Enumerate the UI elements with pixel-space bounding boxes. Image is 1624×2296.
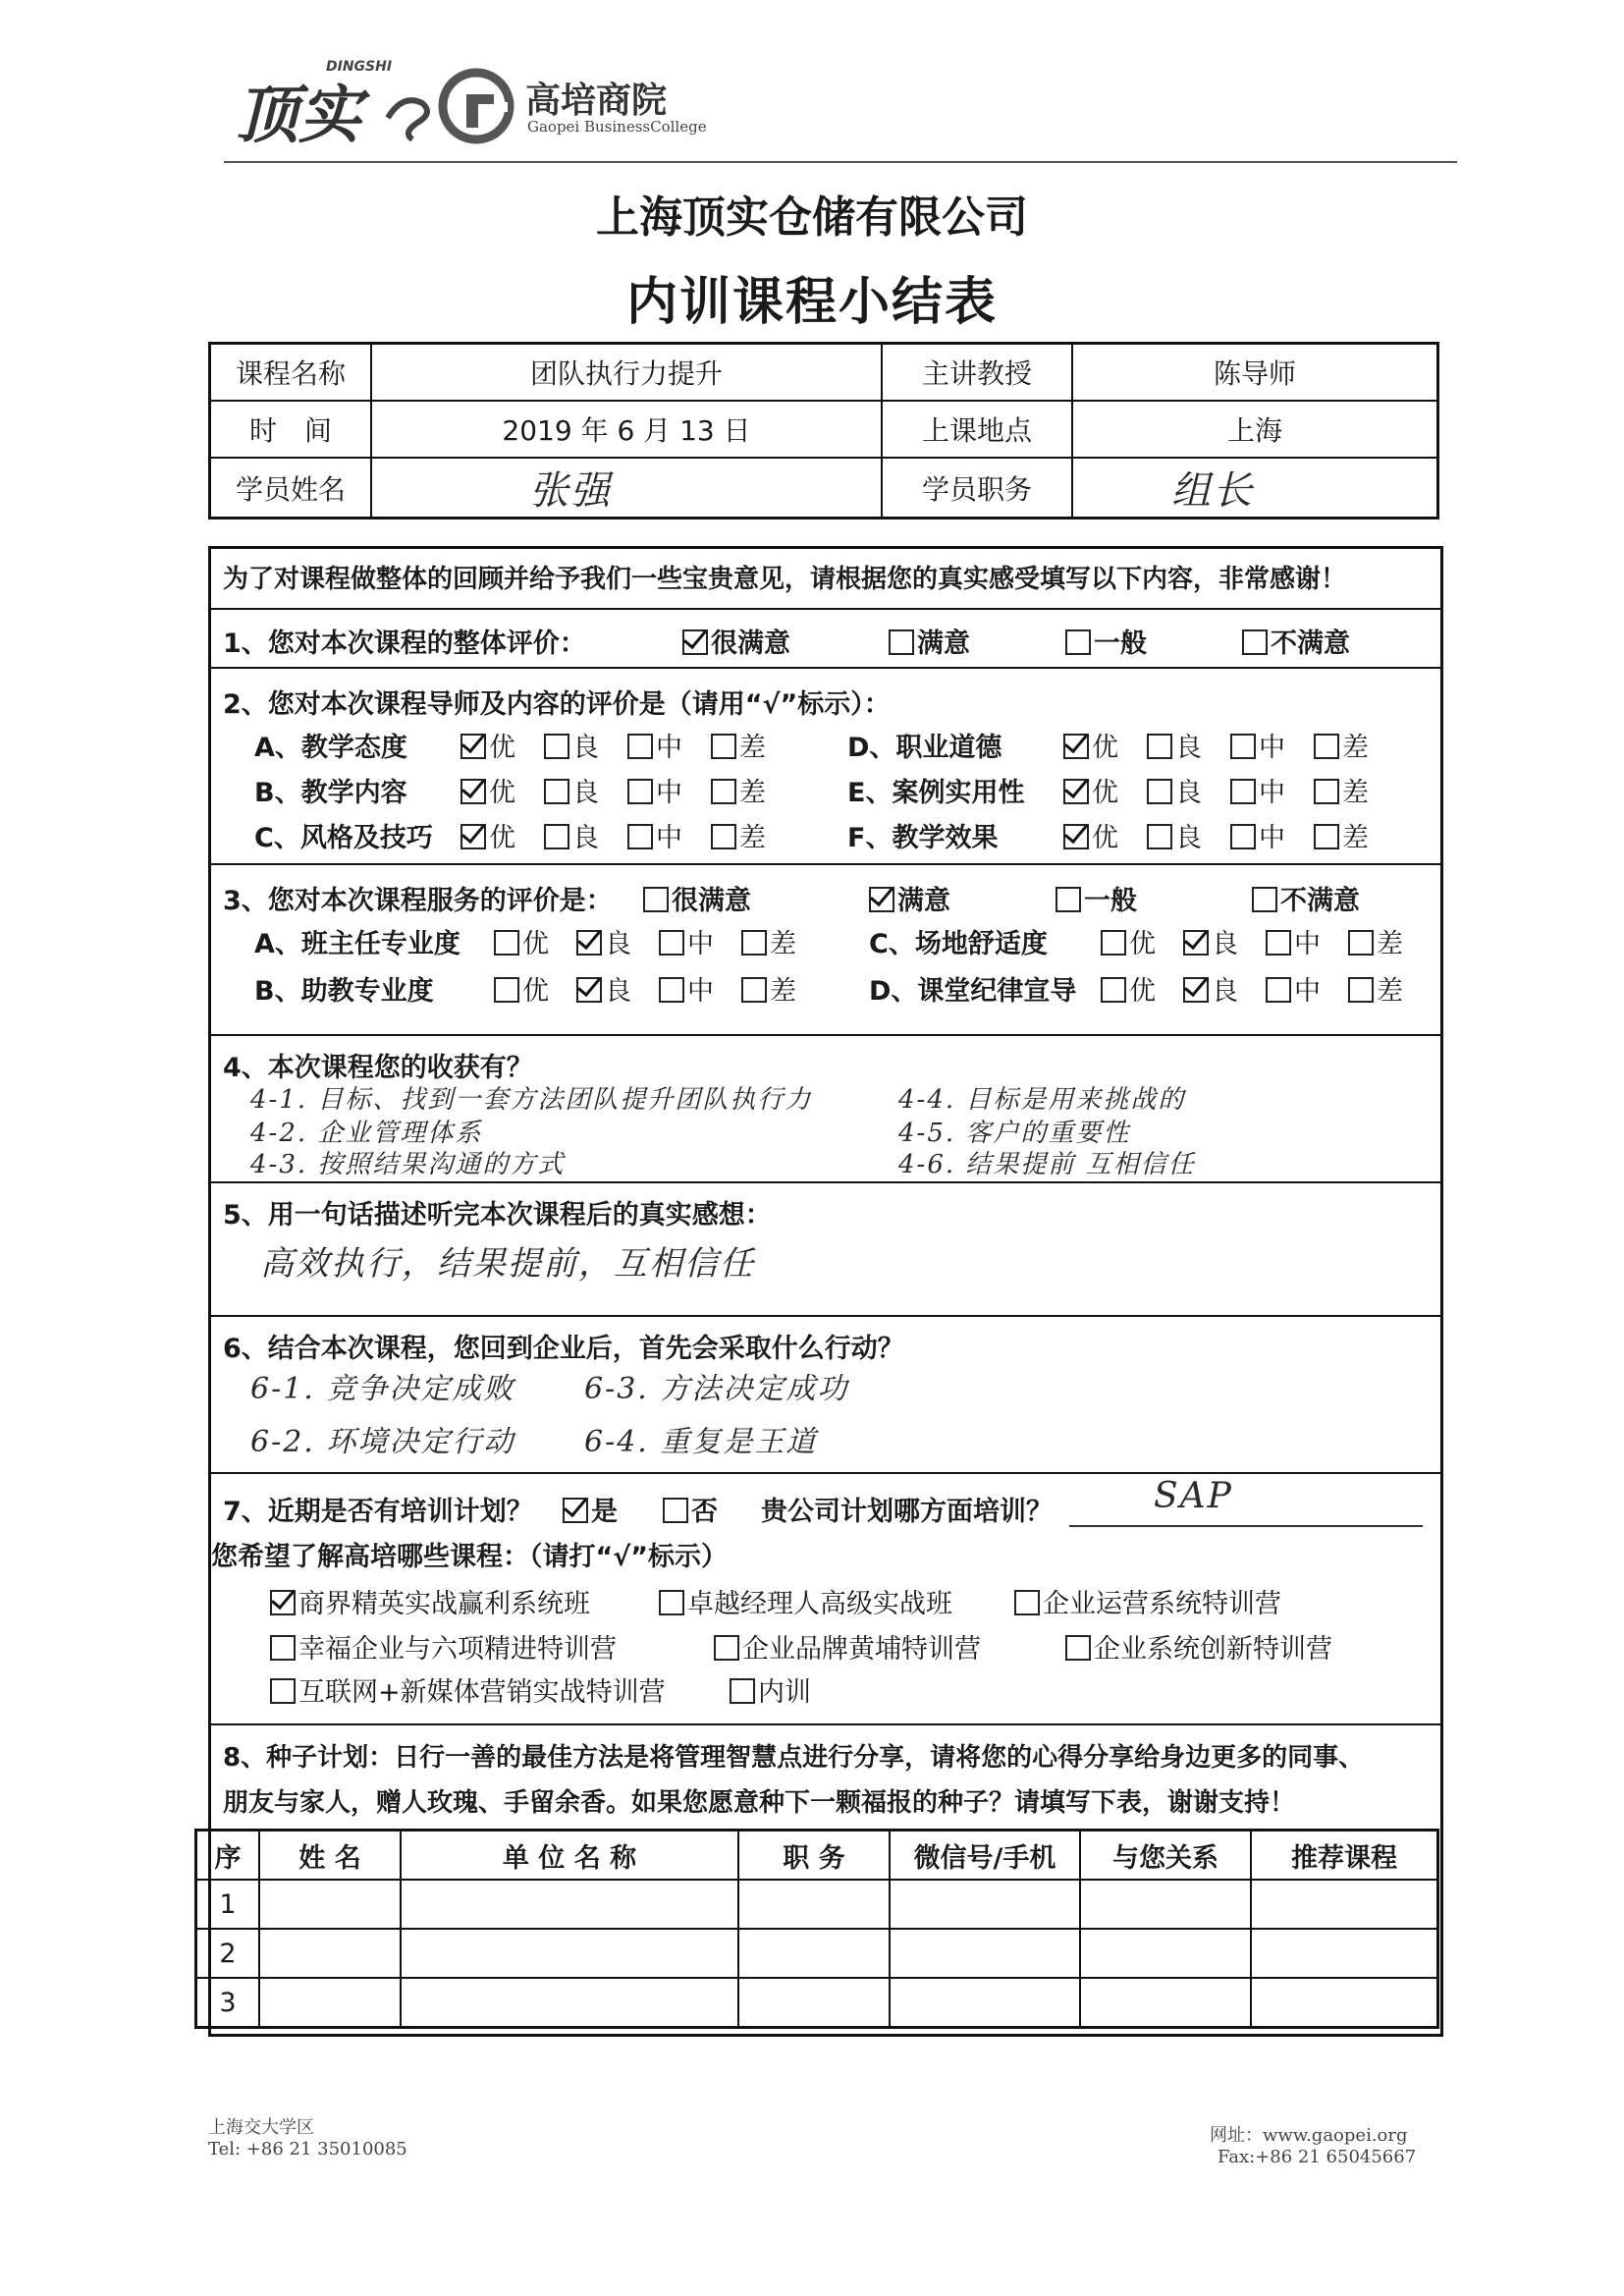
q3-title: 3、您对本次课程服务的评价是： (223, 886, 613, 916)
q4-answer-6: 4-6. 结果提前 互相信任 (898, 1150, 1196, 1179)
position-label: 学员职务 (882, 458, 1072, 519)
q2-item-label: A、教学态度 (254, 733, 407, 763)
q2-item-label: E、案例实用性 (847, 778, 1025, 808)
ref-cell[interactable] (401, 1978, 738, 2028)
footer-fax: Fax:+86 21 65045667 (1218, 2147, 1417, 2167)
ref-cell[interactable] (890, 1929, 1080, 1978)
company-name: 上海顶实仓储有限公司 (596, 192, 1028, 243)
q7-plan-answer[interactable]: SAP (1154, 1476, 1233, 1516)
ref-cell[interactable] (259, 1929, 401, 1978)
place-value: 上海 (1072, 401, 1438, 458)
q2-grade-option[interactable]: 良 (1147, 726, 1202, 764)
q1-option-unsatisfied[interactable]: 不满意 (1242, 622, 1350, 660)
q3-option-very-satisfied[interactable]: 很满意 (643, 879, 751, 917)
ref-col-company: 单 位 名 称 (401, 1831, 738, 1881)
q2-grade-option[interactable]: 中 (1230, 816, 1285, 854)
q2-grade-option[interactable]: 良 (1147, 816, 1202, 854)
q2-grade-option[interactable]: 良 (544, 726, 599, 764)
course-option-2[interactable]: 卓越经理人高级实战班 (659, 1582, 952, 1620)
q4-answer-4: 4-4. 目标是用来挑战的 (898, 1085, 1186, 1115)
q7-plan-line (1069, 1525, 1423, 1527)
ref-col-relation: 与您关系 (1080, 1831, 1251, 1881)
q2-item-label: F、教学效果 (847, 823, 999, 853)
course-option-3[interactable]: 企业运营系统特训营 (1014, 1582, 1281, 1620)
q4-answer-3: 4-3. 按照结果沟通的方式 (250, 1150, 566, 1179)
q7-yes-option[interactable]: 是 (563, 1490, 618, 1528)
ref-col-wechat: 微信号/手机 (890, 1831, 1080, 1881)
q2-grade-option[interactable]: 优 (460, 726, 515, 764)
q4-answer-2: 4-2. 企业管理体系 (250, 1119, 483, 1148)
q2-grade-option[interactable]: 中 (1230, 771, 1285, 809)
ref-cell[interactable] (401, 1880, 738, 1929)
q3-grade-option[interactable]: 优 (494, 922, 549, 960)
gaopei-logo (437, 67, 731, 145)
teacher-label: 主讲教授 (882, 344, 1072, 402)
q3-item-label: D、课堂纪律宣导 (869, 976, 1077, 1007)
table-row (196, 1880, 1438, 1929)
footer-address: 上海交大学区 (208, 2117, 314, 2138)
q4-answer-1: 4-1. 目标、找到一套方法团队提升团队执行力 (250, 1085, 813, 1115)
course-option-6[interactable]: 企业系统创新特训营 (1065, 1627, 1332, 1666)
student-label: 学员姓名 (210, 458, 372, 519)
q6-answer-4: 6-4. 重复是王道 (584, 1425, 818, 1459)
q1-option-very-satisfied[interactable]: 很满意 (682, 622, 790, 660)
footer-tel: Tel: +86 21 35010085 (208, 2139, 407, 2159)
dingshi-logo (236, 59, 432, 152)
q5-answer: 高效执行，结果提前，互相信任 (260, 1244, 755, 1284)
ref-cell[interactable] (259, 1880, 401, 1929)
q2-grade-option[interactable]: 差 (1314, 771, 1369, 809)
q3-item-label: A、班主任专业度 (254, 929, 460, 959)
course-option-7[interactable]: 互联网+新媒体营销实战特训营 (270, 1670, 666, 1709)
ref-cell[interactable] (738, 1880, 890, 1929)
footer-site[interactable]: 网址：www.gaopei.org (1210, 2125, 1408, 2146)
ref-col-name: 姓 名 (259, 1831, 401, 1881)
course-option-5[interactable]: 企业品牌黄埔特训营 (714, 1627, 981, 1666)
q1-option-average[interactable]: 一般 (1065, 622, 1147, 660)
q7-no-option[interactable]: 否 (663, 1490, 718, 1528)
q2-grade-option[interactable]: 优 (460, 816, 515, 854)
q3-grade-option[interactable]: 良 (576, 922, 631, 960)
intro-text: 为了对课程做整体的回顾并给予我们一些宝贵意见，请根据您的真实感受填写以下内容，非常感谢！ (223, 565, 1347, 594)
table-row (196, 1978, 1438, 2028)
ref-row-no: 3 (196, 1978, 260, 2028)
ref-cell[interactable] (1251, 1880, 1438, 1929)
q2-grade-option[interactable]: 优 (460, 771, 515, 809)
q2-grade-option[interactable]: 优 (1063, 816, 1118, 854)
course-info-table (208, 342, 1439, 519)
q2-grade-option[interactable]: 良 (544, 816, 599, 854)
q2-grade-option[interactable]: 良 (1147, 771, 1202, 809)
q7-title: 7、近期是否有培训计划？ (223, 1497, 533, 1527)
time-label: 时 间 (210, 401, 372, 458)
course-option-1[interactable]: 商界精英实战赢利系统班 (270, 1582, 590, 1620)
q2-grade-option[interactable]: 中 (1230, 726, 1285, 764)
q3-item-label: B、助教专业度 (254, 976, 434, 1007)
course-option-4[interactable]: 幸福企业与六项精进特训营 (270, 1627, 617, 1666)
gaopei-g-icon (437, 67, 515, 145)
q3-grade-option[interactable]: 优 (494, 969, 549, 1008)
q7-plan-label: 贵公司计划哪方面培训？ (761, 1497, 1053, 1527)
q2-grade-option[interactable]: 优 (1063, 771, 1118, 809)
q3-grade-option[interactable]: 差 (1348, 922, 1403, 960)
dingshi-logo-sub: DINGSHI (326, 59, 393, 75)
q2-grade-option[interactable]: 差 (1314, 726, 1369, 764)
dingshi-swirl-icon (383, 88, 437, 142)
q3-grade-option[interactable]: 良 (576, 969, 631, 1008)
q3-grade-option[interactable]: 中 (659, 922, 714, 960)
ref-row-no: 2 (196, 1929, 260, 1978)
course-value: 团队执行力提升 (371, 344, 882, 402)
q2-grade-option[interactable]: 差 (711, 816, 766, 854)
q3-grade-option[interactable]: 优 (1101, 922, 1156, 960)
q2-grade-option[interactable]: 差 (711, 726, 766, 764)
dingshi-logo-text: 顶实 (236, 79, 361, 152)
q2-grade-option[interactable]: 优 (1063, 726, 1118, 764)
student-value: 张强 (371, 458, 882, 519)
q2-item-label: D、职业道德 (847, 733, 1002, 763)
q2-grade-option[interactable]: 中 (627, 816, 682, 854)
q5-title: 5、用一句话描述听完本次课程后的真实感想： (223, 1200, 772, 1230)
ref-cell[interactable] (738, 1978, 890, 2028)
header-divider (224, 161, 1457, 163)
q2-grade-option[interactable]: 差 (711, 771, 766, 809)
q6-title: 6、结合本次课程，您回到企业后，首先会采取什么行动？ (223, 1334, 904, 1364)
college-en: Gaopei BusinessCollege (527, 118, 707, 136)
q8-text-2: 朋友与家人，赠人玫瑰、手留余香。如果您愿意种下一颗福报的种子？请填写下表，谢谢支持！ (223, 1788, 1296, 1818)
ref-cell[interactable] (1080, 1880, 1251, 1929)
q2-grade-option[interactable]: 良 (544, 771, 599, 809)
course-label: 课程名称 (210, 344, 372, 402)
q6-answer-1: 6-1. 竞争决定成败 (250, 1372, 515, 1406)
q3-grade-option[interactable]: 中 (1266, 969, 1321, 1008)
position-value: 组长 (1072, 458, 1438, 519)
ref-col-course: 推荐课程 (1251, 1831, 1438, 1881)
ref-col-position: 职 务 (738, 1831, 890, 1881)
q3-option-average[interactable]: 一般 (1056, 879, 1137, 917)
q3-grade-option[interactable]: 良 (1183, 969, 1238, 1008)
table-row (196, 1929, 1438, 1978)
place-label: 上课地点 (882, 401, 1072, 458)
q3-grade-option[interactable]: 差 (1348, 969, 1403, 1008)
course-option-8[interactable]: 内训 (730, 1670, 811, 1709)
q6-answer-3: 6-3. 方法决定成功 (584, 1372, 849, 1406)
ref-cell[interactable] (1251, 1978, 1438, 2028)
q1-option-satisfied[interactable]: 满意 (889, 622, 970, 660)
ref-cell[interactable] (1080, 1978, 1251, 2028)
q3-option-unsatisfied[interactable]: 不满意 (1252, 879, 1360, 917)
q3-grade-option[interactable]: 差 (741, 922, 796, 960)
time-value: 2019 年 6 月 13 日 (371, 401, 882, 458)
ref-row-no: 1 (196, 1880, 260, 1929)
ref-cell[interactable] (1080, 1929, 1251, 1978)
ref-cell[interactable] (259, 1978, 401, 2028)
q3-item-label: C、场地舒适度 (869, 929, 1048, 959)
q3-option-satisfied[interactable]: 满意 (869, 879, 950, 917)
ref-cell[interactable] (1251, 1929, 1438, 1978)
q3-grade-option[interactable]: 中 (1266, 922, 1321, 960)
q1-title: 1、您对本次课程的整体评价： (223, 629, 586, 659)
ref-cell[interactable] (401, 1929, 738, 1978)
q2-title: 2、您对本次课程导师及内容的评价是（请用“√”标示）： (223, 689, 891, 720)
q2-grade-option[interactable]: 差 (1314, 816, 1369, 854)
ref-col-no: 序 (196, 1831, 260, 1881)
ref-cell[interactable] (738, 1929, 890, 1978)
q2-item-label: B、教学内容 (254, 778, 407, 808)
q8-text-1: 8、种子计划：日行一善的最佳方法是将管理智慧点进行分享，请将您的心得分享给身边更多的同事、 (223, 1743, 1365, 1773)
q4-answer-5: 4-5. 客户的重要性 (898, 1119, 1131, 1148)
ref-cell[interactable] (890, 1880, 1080, 1929)
q3-grade-option[interactable]: 良 (1183, 922, 1238, 960)
q6-answer-2: 6-2. 环境决定行动 (250, 1425, 515, 1459)
q3-grade-option[interactable]: 中 (659, 969, 714, 1008)
referral-table (194, 1829, 1439, 2029)
survey-box (208, 546, 1443, 2037)
form-title: 内训课程小结表 (625, 273, 998, 332)
q2-grade-option[interactable]: 中 (627, 771, 682, 809)
q3-grade-option[interactable]: 优 (1101, 969, 1156, 1008)
q2-item-label: C、风格及技巧 (254, 823, 433, 853)
referral-header-row (196, 1831, 1438, 1881)
q4-title: 4、本次课程您的收获有？ (223, 1053, 533, 1083)
q2-grade-option[interactable]: 中 (627, 726, 682, 764)
q7-courses-title: 您希望了解高培哪些课程：（请打“√”标示） (211, 1542, 728, 1572)
teacher-value: 陈导师 (1072, 344, 1438, 402)
ref-cell[interactable] (890, 1978, 1080, 2028)
college-name: 高培商院 (525, 80, 668, 121)
q3-grade-option[interactable]: 差 (741, 969, 796, 1008)
